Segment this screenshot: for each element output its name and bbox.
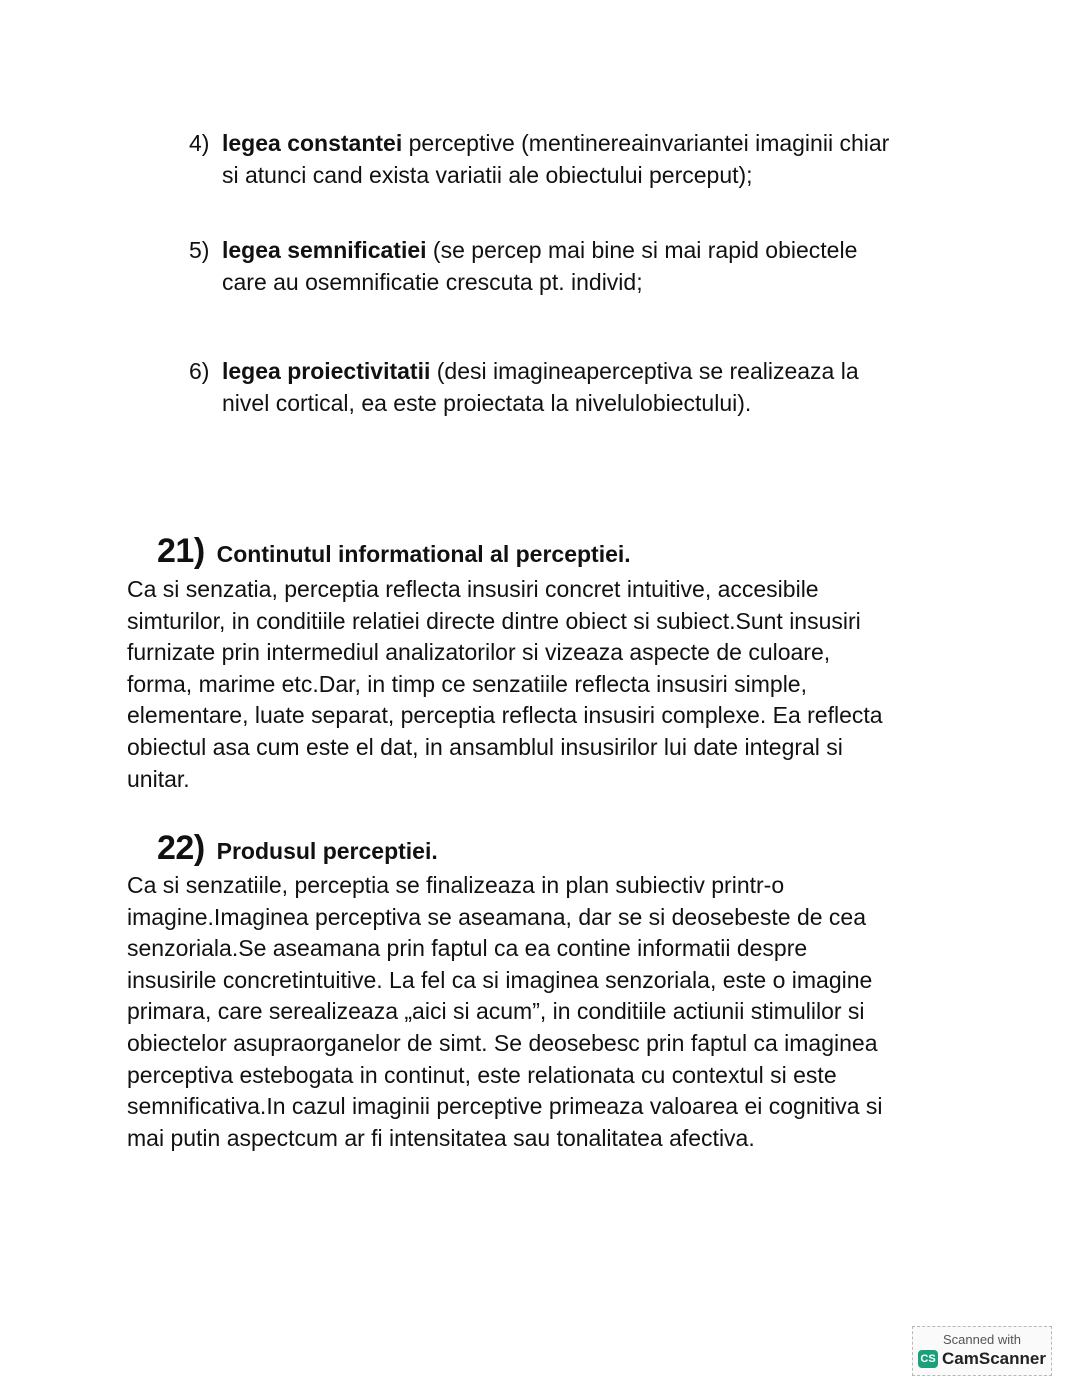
law-text-continued: care au osemnificatie crescuta pt. individ; (222, 269, 643, 295)
law-item-5 (189, 234, 949, 298)
paragraph-line: furnizate prin intermediul analizatorilor si vizeaza aspecte de culoare, (127, 639, 831, 666)
section-number: 21) (157, 532, 205, 570)
section-paragraph-22 (127, 870, 947, 1154)
paragraph-line: obiectelor asupraorganelor de simt. Se deosebesc prin faptul ca imaginea (127, 1029, 878, 1056)
law-item-6 (189, 355, 949, 419)
law-number: 6) (189, 358, 210, 384)
paragraph-line: Ca si senzatiile, perceptia se finalizeaza in plan subiectiv printr-o (127, 872, 785, 898)
law-title: legea constantei (222, 130, 403, 156)
watermark-caption: Scanned with (942, 1332, 1022, 1347)
section-title: Continutul informational al perceptiei. (216, 541, 631, 567)
paragraph-line: primara, care serealizeaza „aici si acum”, in conditiile actiunii stimulilor si (127, 998, 865, 1025)
section-heading-21 (157, 532, 631, 571)
paragraph-line: Ca si senzatia, perceptia reflecta insusiri concret intuitive, accesibile (127, 576, 819, 602)
law-number: 5) (189, 237, 210, 263)
paragraph-line: insusirile concretintuitive. La fel ca si imaginea senzoriala, este o imagine (127, 966, 873, 993)
paragraph-line: simturilor, in conditiile relatiei directe dintre obiect si subiect.Sunt insusiri (127, 607, 861, 634)
section-number: 22) (157, 829, 205, 867)
law-number: 4) (189, 130, 210, 156)
paragraph-line: imagine.Imaginea perceptiva se aseamana, dar se si deosebeste de cea (127, 903, 867, 930)
paragraph-line: perceptiva estebogata in continut, este relationata cu contextul si este (127, 1061, 837, 1088)
paragraph-line: obiectul asa cum este el dat, in ansamblul insusirilor lui date integral si (127, 733, 843, 760)
paragraph-line: semnificativa.In cazul imaginii perceptive primeaza valoarea ei cognitiva si (127, 1093, 883, 1120)
watermark-brand: CamScanner (942, 1349, 1046, 1368)
camscanner-logo-icon: CS (918, 1350, 938, 1368)
section-title: Produsul perceptiei. (216, 838, 438, 864)
law-item-4 (189, 127, 949, 191)
paragraph-line: forma, marime etc.Dar, in timp ce senzatiile reflecta insusiri simple, (127, 670, 807, 697)
law-title: legea proiectivitatii (222, 358, 431, 384)
paragraph-line: unitar. (127, 765, 190, 792)
paragraph-line: senzoriala.Se aseamana prin faptul ca ea contine informatii despre (127, 935, 808, 962)
camscanner-watermark (912, 1326, 1052, 1376)
law-text-continued: nivel cortical, ea este proiectata la nivelulobiectului). (222, 390, 752, 416)
paragraph-line: elementare, luate separat, perceptia reflecta insusiri complexe. Ea reflecta (127, 702, 883, 729)
section-heading-22 (157, 829, 438, 868)
law-text: (desi imagineaperceptiva se realizeaza la (430, 358, 859, 384)
law-text: (se percep mai bine si mai rapid obiectele (426, 237, 858, 263)
law-text-continued: si atunci cand exista variatii ale obiectului perceput); (222, 162, 753, 188)
law-title: legea semnificatiei (222, 237, 427, 263)
section-paragraph-21 (127, 574, 947, 795)
law-text: perceptive (mentinereainvariantei imaginii chiar (402, 130, 890, 156)
paragraph-line: mai putin aspectcum ar fi intensitatea sau tonalitatea afectiva. (127, 1124, 755, 1151)
